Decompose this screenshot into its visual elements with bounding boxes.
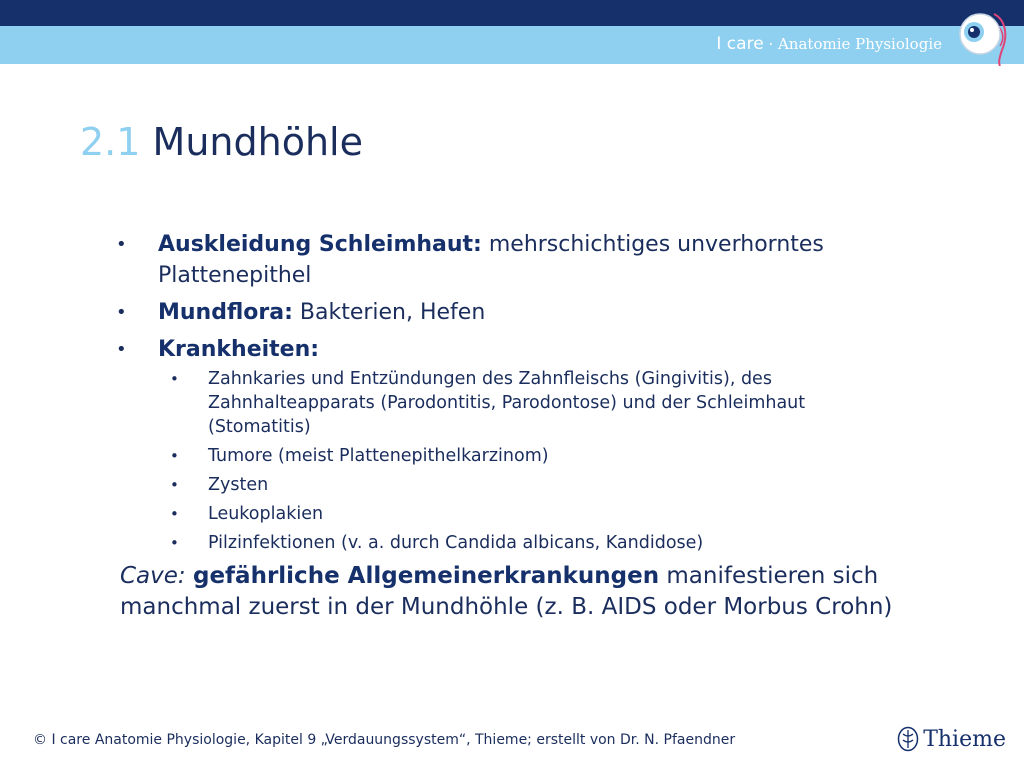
slide-title bbox=[80, 120, 363, 164]
bullet-dot-icon: • bbox=[116, 234, 127, 255]
bullet-dot-icon: • bbox=[170, 370, 179, 388]
sub-bullet-item bbox=[170, 502, 898, 526]
cave-text: manifestieren sich manchmal zuerst in der Mundhöhle (z. B. AIDS oder Morbus Crohn) bbox=[120, 563, 893, 620]
bullet-dot-icon: • bbox=[170, 505, 179, 523]
sub-bullet-text: Pilzinfektionen (v. a. durch Candida albicans, Kandidose) bbox=[208, 533, 704, 553]
sub-bullet-item bbox=[170, 531, 898, 555]
sub-bullet-item bbox=[170, 444, 898, 468]
main-bullet-list bbox=[116, 229, 878, 561]
brand-main: I care bbox=[716, 34, 764, 54]
bullet-dot-icon: • bbox=[170, 534, 179, 552]
bullet-krankheiten bbox=[116, 334, 878, 555]
footer-copyright: © I care Anatomie Physiologie, Kapitel 9 „Verdauungssystem“, Thieme; erstellt von Dr. N. Pfaendner bbox=[33, 732, 736, 748]
brand-title bbox=[716, 34, 942, 54]
cave-label: Cave: bbox=[120, 563, 186, 589]
bullet-dot-icon: • bbox=[116, 339, 127, 360]
slide-number: 2.1 bbox=[80, 120, 141, 164]
header-top-band bbox=[0, 0, 1024, 26]
sub-bullet-list bbox=[158, 367, 878, 555]
sub-bullet-item bbox=[170, 367, 898, 439]
thieme-emblem-icon bbox=[897, 726, 919, 752]
bullet-bold: Auskleidung Schleimhaut: bbox=[158, 232, 482, 257]
cave-bold: gefährliche Allgemeinerkrankungen bbox=[192, 563, 660, 589]
slide-title-text: Mundhöhle bbox=[152, 120, 363, 164]
thieme-logo bbox=[897, 726, 1006, 752]
cave-note bbox=[120, 561, 940, 623]
bullet-dot-icon: • bbox=[170, 447, 179, 465]
sub-bullet-text: Zysten bbox=[208, 475, 269, 495]
bullet-text: Bakterien, Hefen bbox=[292, 300, 486, 325]
brand-sub: · Anatomie Physiologie bbox=[768, 35, 942, 53]
bullet-bold: Mundflora: bbox=[158, 300, 293, 325]
bullet-dot-icon: • bbox=[170, 476, 179, 494]
bullet-text: mehrschichtiges unverhorntes Plattenepithel bbox=[158, 232, 824, 288]
bullet-mundflora bbox=[116, 297, 878, 328]
publisher-name: Thieme bbox=[923, 726, 1006, 752]
sub-bullet-text: Leukoplakien bbox=[208, 504, 324, 524]
sub-bullet-text: Tumore (meist Plattenepithelkarzinom) bbox=[208, 446, 549, 466]
bullet-dot-icon: • bbox=[116, 302, 127, 323]
sub-bullet-item bbox=[170, 473, 898, 497]
eye-logo-icon bbox=[954, 6, 1010, 66]
bullet-bold: Krankheiten: bbox=[158, 337, 320, 362]
bullet-auskleidung bbox=[116, 229, 878, 291]
sub-bullet-text: Zahnkaries und Entzündungen des Zahnfleischs (Gingivitis), des Zahnhalteapparats (Parodontitis, Parodontose) und der Schleimhaut (Stomatitis) bbox=[208, 369, 806, 437]
